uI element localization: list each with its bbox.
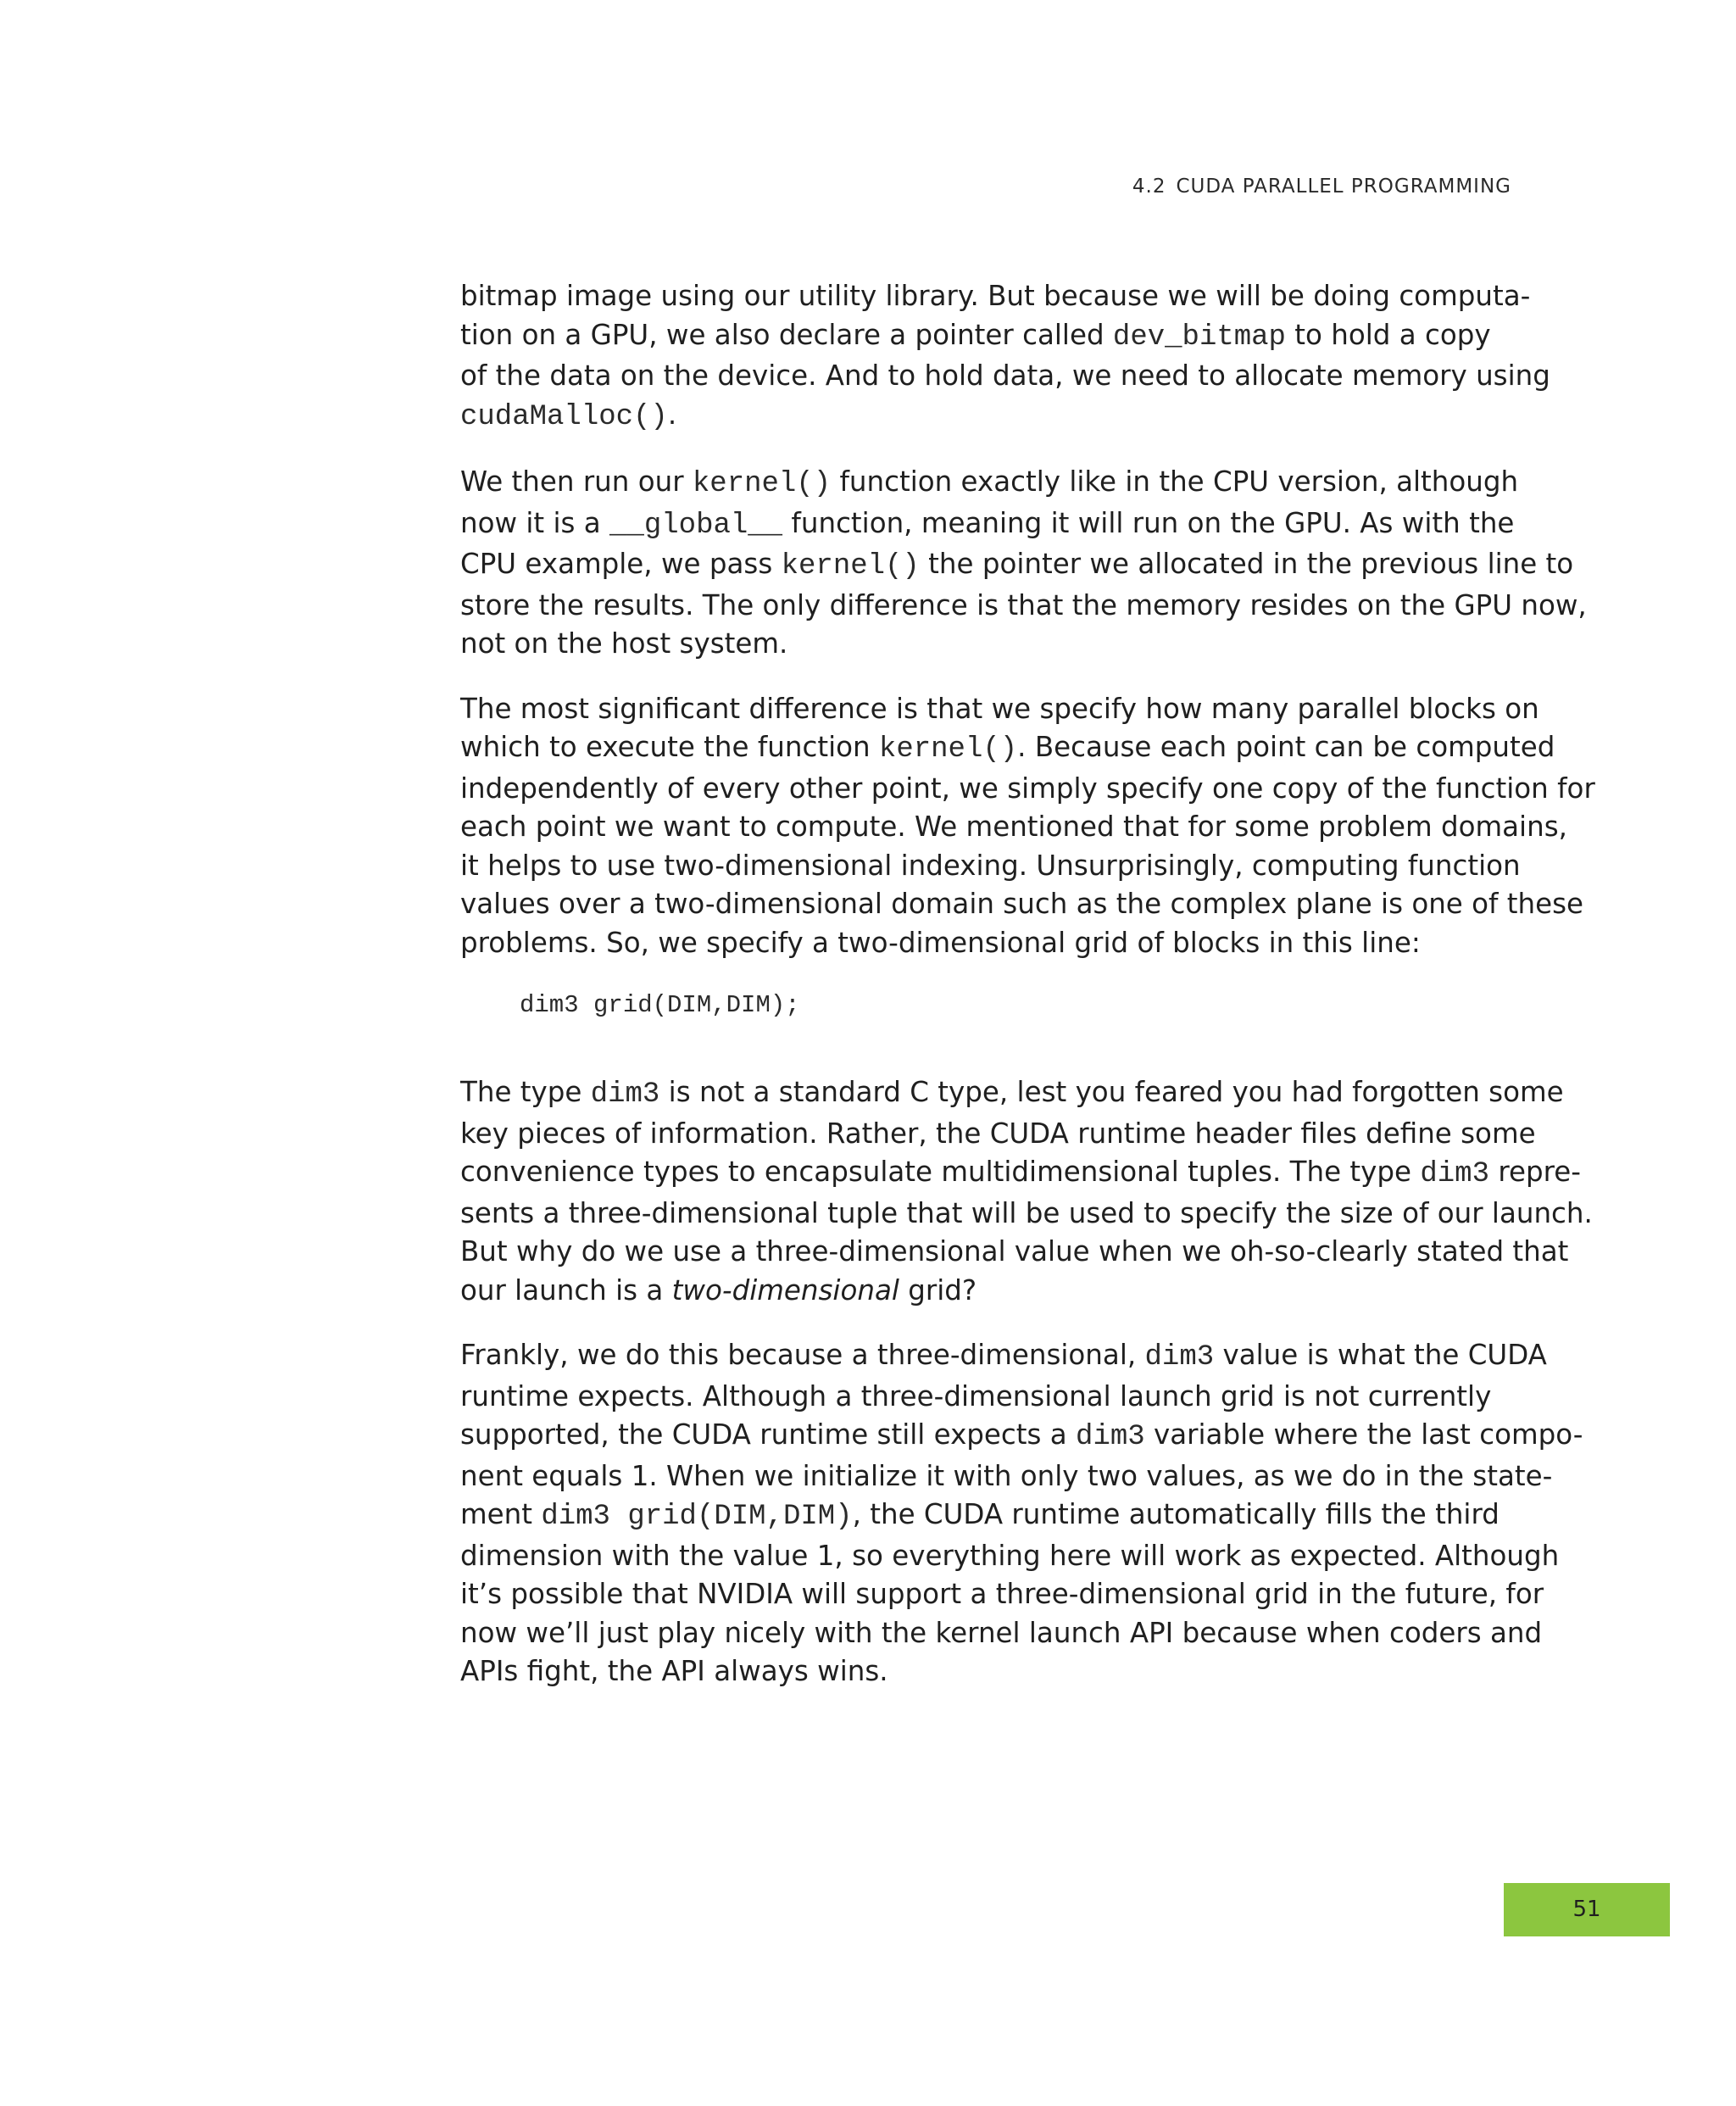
text-line	[460, 463, 1520, 504]
text-line	[460, 1575, 1544, 1614]
text-run: nent equals 1. When we initialize it with only two values, as we do in the state-	[460, 1459, 1553, 1492]
text-run: tion on a GPU, we also declare a pointer called	[460, 318, 1113, 351]
text-line	[460, 1153, 1581, 1195]
inline-code: dev_bitmap	[1112, 320, 1286, 354]
text-run: it’s possible that NVIDIA will support a three-dimensional grid in the future, for	[460, 1578, 1544, 1610]
text-run: values over a two-dimensional domain such as the complex plane is one of these	[460, 888, 1584, 920]
text-line	[460, 847, 1520, 886]
text-line	[460, 1416, 1583, 1457]
paragraph-1	[460, 277, 1550, 437]
text-run: problems. So, we specify a two-dimensional grid of blocks in this line:	[460, 926, 1421, 959]
text-run: supported, the CUDA runtime still expects a	[460, 1418, 1077, 1451]
text-run: Frankly, we do this because a three-dimensional,	[460, 1339, 1145, 1371]
text-run: sents a three-dimensional tuple that will be used to specify the size of our launch.	[460, 1196, 1593, 1229]
section-title: CUDA PARALLEL PROGRAMMING	[1176, 176, 1511, 198]
text-run: function, meaning it will run on the GPU. As with the	[782, 506, 1515, 539]
text-run: repre-	[1488, 1156, 1581, 1188]
text-run: to hold a copy	[1285, 318, 1491, 351]
text-line	[460, 587, 1587, 626]
text-line	[460, 357, 1550, 396]
text-run: We then run our	[460, 465, 693, 498]
text-run: ment	[460, 1498, 542, 1530]
text-line	[460, 770, 1595, 809]
text-line	[460, 1115, 1536, 1154]
text-run: CPU example, we pass	[460, 548, 782, 580]
inline-code: dim3	[590, 1078, 660, 1111]
text-run: grid?	[899, 1273, 977, 1306]
text-line	[460, 1073, 1564, 1115]
text-line	[460, 728, 1555, 770]
text-line	[460, 1614, 1543, 1653]
text-run: The most significant difference is that we specify how many parallel blocks on	[460, 692, 1539, 725]
text-line	[460, 625, 1520, 664]
text-run: not on the host system.	[460, 627, 788, 660]
text-line	[460, 1336, 1547, 1378]
text-line	[460, 1457, 1553, 1496]
text-line	[460, 504, 1520, 546]
text-run: of the data on the device. And to hold data, we need to allocate memory using	[460, 359, 1550, 392]
inline-code: dim3	[1076, 1421, 1145, 1453]
text-line	[460, 1233, 1569, 1272]
paragraph-4	[460, 1073, 1593, 1310]
text-line	[460, 316, 1520, 358]
inline-code: kernel()	[781, 550, 920, 582]
text-line	[460, 1652, 1520, 1691]
text-run: independently of every other point, we simply specify one copy of the function for	[460, 772, 1595, 805]
text-run: now it is a	[460, 506, 610, 539]
code-block: dim3 grid(DIM,DIM);	[520, 991, 800, 1019]
text-line	[460, 924, 1520, 963]
page-number-tab	[1504, 1883, 1670, 1936]
text-run: The type	[460, 1076, 591, 1108]
text-run: variable where the last compo-	[1144, 1418, 1583, 1451]
text-run: our launch is a	[460, 1273, 672, 1306]
text-run: which to execute the function	[460, 731, 879, 763]
text-line	[460, 885, 1584, 924]
inline-code: kernel()	[692, 468, 832, 500]
paragraph-5	[460, 1336, 1583, 1691]
inline-code: dim3 grid(DIM,DIM)	[541, 1501, 853, 1533]
inline-code: dim3	[1144, 1341, 1215, 1373]
text-run: is not a standard C type, lest you feared you had forgotten some	[659, 1076, 1564, 1108]
inline-code: kernel()	[878, 733, 1018, 766]
text-run: bitmap image using our utility library. But because we will be doing computa-	[460, 280, 1531, 312]
text-run: it helps to use two-dimensional indexing. Unsurprisingly, computing function	[460, 849, 1521, 882]
text-run: value is what the CUDA	[1214, 1339, 1547, 1371]
running-head	[949, 173, 1511, 200]
inline-code: __global__	[609, 509, 783, 542]
page-number: 51	[1572, 1897, 1601, 1922]
text-line	[460, 545, 1574, 587]
text-line	[460, 1272, 1520, 1311]
text-line	[460, 277, 1531, 316]
text-run: store the results. The only difference is that the memory resides on the GPU now,	[460, 588, 1587, 621]
text-run: each point we want to compute. We mentioned that for some problem domains,	[460, 811, 1567, 843]
text-run: dimension with the value 1, so everything here will work as expected. Although	[460, 1539, 1560, 1572]
text-run: . Because each point can be computed	[1017, 731, 1555, 763]
inline-code: dim3	[1420, 1158, 1489, 1190]
text-line	[460, 690, 1539, 729]
text-line	[460, 1195, 1593, 1234]
paragraph-2	[460, 463, 1587, 664]
text-run: now we’ll just play nicely with the kernel launch API because when coders and	[460, 1616, 1543, 1649]
text-run: .	[667, 398, 677, 431]
text-run: function exactly like in the CPU version, although	[831, 465, 1519, 498]
inline-code: cudaMalloc()	[460, 400, 668, 433]
section-number: 4.2	[1132, 176, 1166, 198]
text-run: key pieces of information. Rather, the CUDA runtime header files define some	[460, 1117, 1536, 1150]
text-run: , the CUDA runtime automatically fills the third	[852, 1498, 1500, 1530]
text-run: APIs fight, the API always wins.	[460, 1655, 888, 1687]
text-run: the pointer we allocated in the previous line to	[919, 548, 1574, 580]
paragraph-3	[460, 690, 1595, 963]
text-line	[460, 396, 1520, 437]
emphasis: two-dimensional	[671, 1273, 899, 1306]
text-line	[460, 1496, 1520, 1537]
text-line	[460, 808, 1567, 847]
text-run: runtime expects. Although a three-dimensional launch grid is not currently	[460, 1379, 1492, 1412]
text-line	[460, 1378, 1520, 1417]
text-run: But why do we use a three-dimensional value when we oh-so-clearly stated that	[460, 1235, 1569, 1268]
text-line	[460, 1537, 1560, 1576]
body-text	[460, 277, 1595, 1718]
text-run: convenience types to encapsulate multidimensional tuples. The type	[460, 1156, 1421, 1188]
